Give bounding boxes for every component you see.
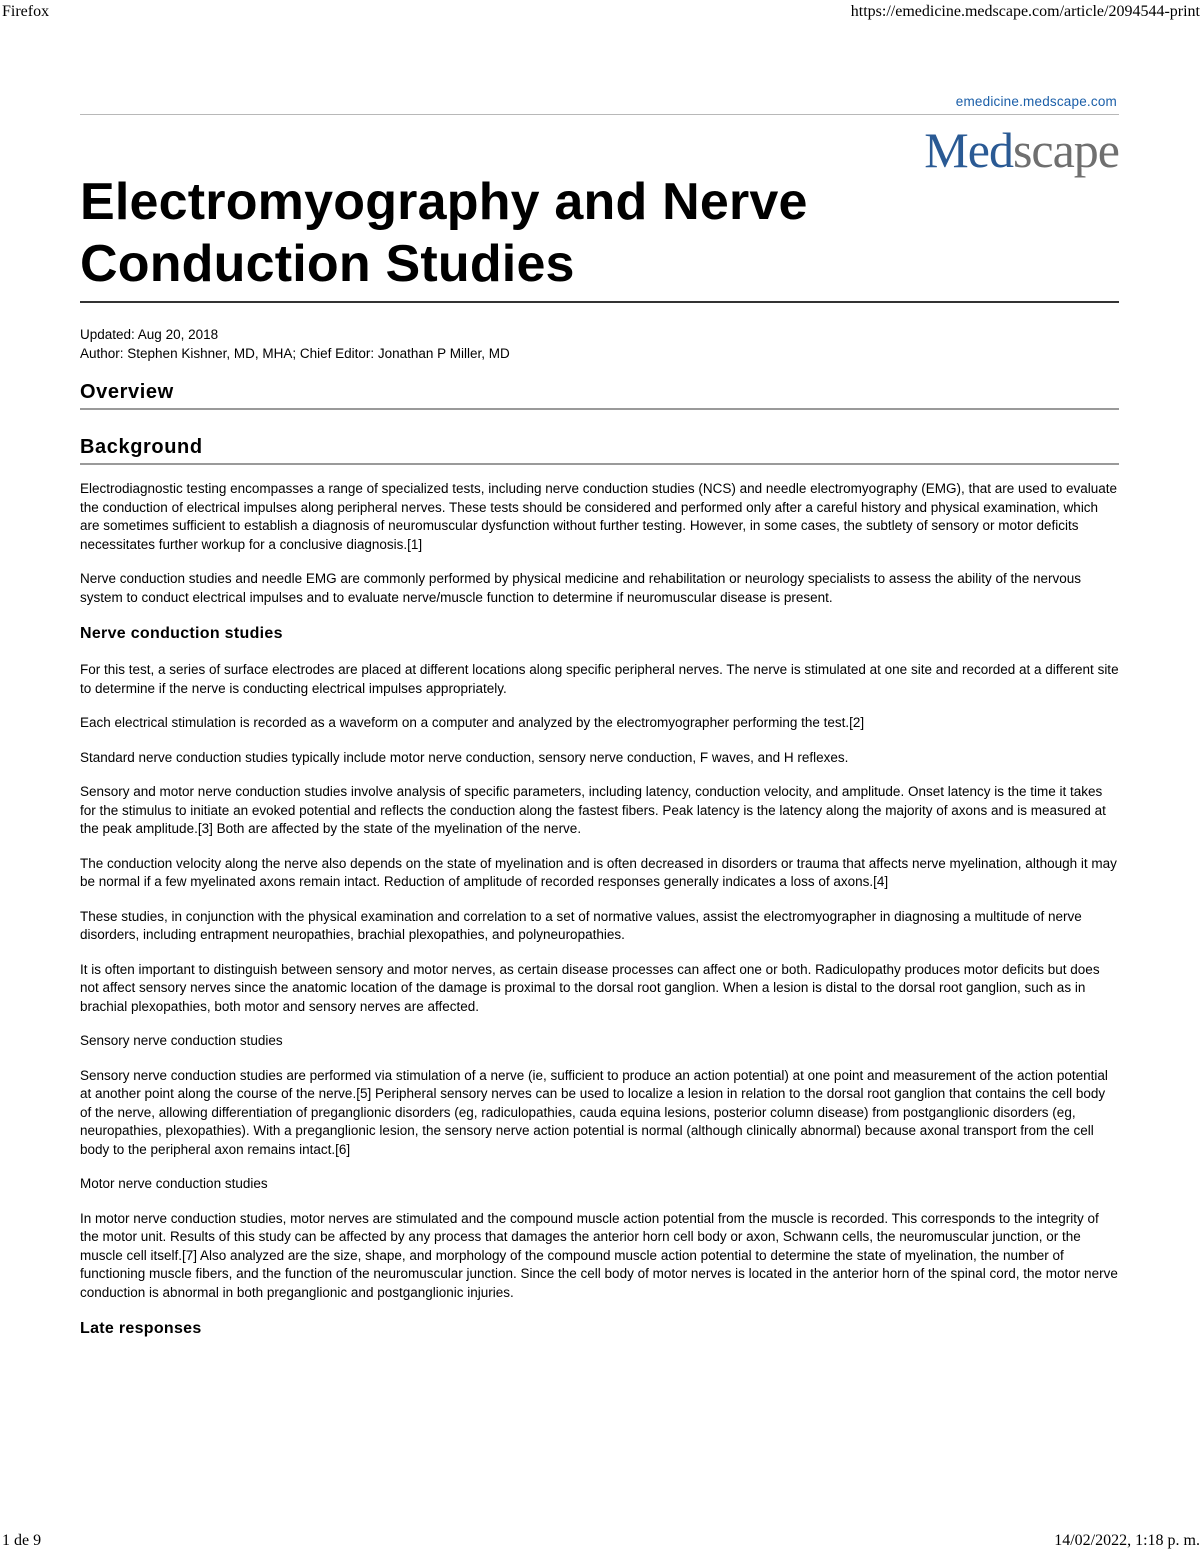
author-line: Author: Stephen Kishner, MD, MHA; Chief Editor: Jonathan P Miller, MD — [80, 346, 510, 361]
ncs-paragraph: Sensory and motor nerve conduction studies involve analysis of specific parameters, including latency, conduction velocity, and amplitude. Onset latency is the time it takes for the stimulus to initiate an evoked potential and reflects the conduction along the fastest fibers. Peak latency is the latency along the majority of axons and is measured at the peak amplitude.[3] Both are affected by the state of the myelination of the nerve. — [80, 784, 1106, 836]
ncs-paragraph: It is often important to distinguish between sensory and motor nerves, as certain disease processes can affect one or both. Radiculopathy produces motor deficits but does not affect sensory nerves since the anatomic location of the damage is proximal to the dorsal root ganglion. When a lesion is distal to the dorsal root ganglion, such as in brachial plexopathies, both motor and sensory nerves are affected. — [80, 961, 1100, 1014]
print-header-url: https://emedicine.medscape.com/article/2094544-print — [850, 3, 1200, 20]
ncs-heading: Nerve conduction studies — [80, 625, 283, 642]
site-link[interactable]: emedicine.medscape.com — [955, 94, 1117, 109]
masthead — [80, 115, 1119, 301]
title-rule — [80, 301, 1119, 303]
article-page — [80, 94, 1119, 1340]
article-meta — [80, 325, 1119, 363]
print-header-browser: Firefox — [2, 3, 50, 20]
background-paragraph: Nerve conduction studies and needle EMG are commonly performed by physical medicine and rehabilitation or neurology specialists to assess the ability of the nervous system to conduct electrical impulses and to evaluate nerve/muscle function to determine if neuromuscular disease is present. — [80, 571, 1082, 605]
print-footer — [0, 1532, 1200, 1556]
section-background: Background — [80, 434, 1119, 465]
updated-date: Updated: Aug 20, 2018 — [80, 327, 219, 342]
ncs-paragraph: For this test, a series of surface electrodes are placed at different locations along specific peripheral nerves. The nerve is stimulated at one site and recorded at a different site to determine if the nerve is conducting electrical impulses appropriately. — [80, 662, 1119, 696]
medscape-logo[interactable] — [924, 121, 1119, 179]
sensory-ncs-paragraph: Sensory nerve conduction studies are performed via stimulation of a nerve (ie, sufficient to produce an action potential) at one point and measurement of the action potential at another point along the course of the nerve.[5] Peripheral sensory nerves can be used to localize a lesion in relation to the dorsal root ganglion that contains the cell body of the nerve, allowing differentiation of preganglionic disorders (eg, radiculopathies, cauda equina lesions, posterior column disease) from postganglionic disorders (eg, neuropathies, plexopathies). With a preganglionic lesion, the sensory nerve action potential is normal (although clinically abnormal) because axonal transport from the cell body to the peripheral axon remains intact.[6] — [80, 1067, 1108, 1157]
ncs-paragraph: Standard nerve conduction studies typically include motor nerve conduction, sensory nerve conduction, F waves, and H reflexes. — [80, 749, 849, 765]
print-header — [0, 3, 1200, 27]
motor-ncs-heading: Motor nerve conduction studies — [80, 1176, 268, 1191]
sensory-ncs-heading: Sensory nerve conduction studies — [80, 1033, 283, 1048]
ncs-paragraph: Each electrical stimulation is recorded as a waveform on a computer and analyzed by the electromyographer performing the test.[2] — [80, 715, 865, 730]
section-overview: Overview — [80, 379, 1119, 410]
background-paragraph: Electrodiagnostic testing encompasses a range of specialized tests, including nerve conduction studies (NCS) and needle electromyography (EMG), that are used to evaluate the conduction of electrical impulses along peripheral nerves. These tests should be considered and performed only after a careful history and physical examination, which are sometimes sufficient to establish a diagnosis of neuromuscular dysfunction without further testing. However, in some cases, the subtlety of sensory or motor deficits necessitates further workup for a conclusive diagnosis.[1] — [80, 481, 1118, 552]
logo-med: Med — [924, 122, 1013, 178]
ncs-paragraph: The conduction velocity along the nerve also depends on the state of myelination and is often decreased in disorders or trauma that affects nerve myelination, although it may be normal if a few myelinated axons remain intact. Reduction of amplitude of recorded responses generally indicates a loss of axons.[4] — [80, 855, 1117, 889]
print-footer-datetime: 14/02/2022, 1:18 p. m. — [1054, 1532, 1200, 1549]
print-footer-page: 1 de 9 — [2, 1532, 42, 1549]
logo-scape: scape — [1012, 122, 1119, 178]
late-responses-heading: Late responses — [80, 1320, 202, 1337]
motor-ncs-paragraph: In motor nerve conduction studies, motor nerves are stimulated and the compound muscle action potential from the muscle is recorded. This corresponds to the integrity of the motor unit. Results of this study can be affected by any process that damages the anterior horn cell body or axon, Schwann cells, the neuromuscular junction, or the muscle cell itself.[7] Also analyzed are the size, shape, and morphology of the compound muscle action potential to determine the state of myelination, the number of functioning muscle fibers, and the function of the neuromuscular junction. Since the cell body of motor nerves is located in the anterior horn of the spinal cord, the motor nerve conduction is abnormal in both preganglionic and postganglionic injuries. — [80, 1210, 1118, 1300]
article-title: Electromyography and Nerve Conduction Studies — [80, 173, 808, 293]
ncs-paragraph: These studies, in conjunction with the physical examination and correlation to a set of normative values, assist the electromyographer in diagnosing a multitude of nerve disorders, including entrapment neuropathies, brachial plexopathies, and polyneuropathies. — [80, 908, 1082, 942]
